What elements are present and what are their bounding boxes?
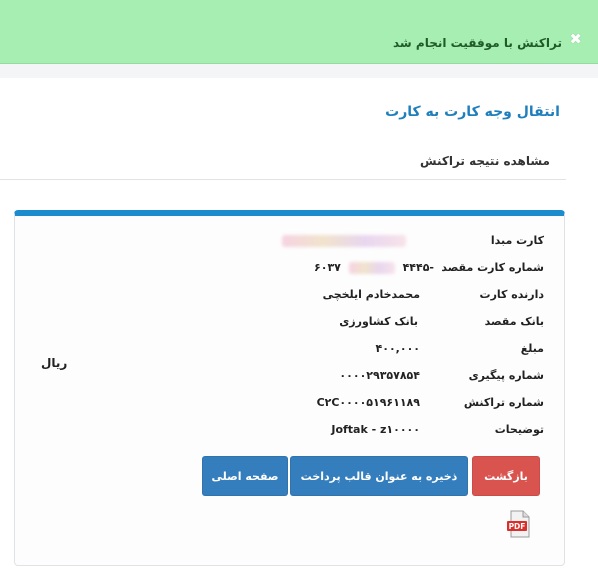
detail-label: مبلغ bbox=[520, 342, 544, 355]
save-template-button[interactable]: ذخیره به عنوان قالب پرداخت bbox=[290, 456, 468, 496]
detail-value: محمدخادم ایلخچی bbox=[322, 288, 420, 301]
detail-row-holder bbox=[24, 288, 544, 308]
detail-value: Joftak - z۱۰۰۰۰ bbox=[331, 423, 420, 436]
redacted-block bbox=[282, 235, 406, 247]
detail-label: دارنده کارت bbox=[479, 288, 544, 301]
detail-value: ۰۰۰۰۲۹۳۵۷۸۵۴ bbox=[339, 369, 420, 382]
card-number-end: -۴۴۴۵ bbox=[402, 261, 434, 274]
pdf-download-icon[interactable] bbox=[506, 510, 532, 538]
alert-message: تراکنش با موفقیت انجام شد bbox=[393, 36, 562, 50]
section-subtitle: مشاهده نتیجه تراکنش bbox=[420, 154, 550, 168]
detail-row-bank bbox=[24, 315, 544, 335]
detail-row-description bbox=[24, 423, 544, 443]
detail-row-transaction bbox=[24, 396, 544, 416]
home-button[interactable]: صفحه اصلی bbox=[202, 456, 288, 496]
svg-text:PDF: PDF bbox=[508, 522, 526, 531]
main-panel bbox=[0, 78, 598, 580]
detail-label: شماره کارت مقصد bbox=[441, 261, 544, 274]
detail-value: ۴۰۰,۰۰۰ bbox=[375, 342, 420, 355]
detail-label: شماره پیگیری bbox=[468, 369, 544, 382]
detail-row-source-card bbox=[24, 234, 544, 254]
detail-row-tracking bbox=[24, 369, 544, 389]
detail-label: کارت مبدا bbox=[490, 234, 544, 247]
detail-row-amount bbox=[24, 342, 544, 362]
detail-label: توضیحات bbox=[494, 423, 544, 436]
close-icon[interactable]: ✖ bbox=[569, 30, 582, 48]
back-button[interactable]: بازگشت bbox=[472, 456, 540, 496]
detail-label: بانک مقصد bbox=[484, 315, 544, 328]
page-title: انتقال وجه کارت به کارت bbox=[385, 104, 560, 120]
detail-value-redacted bbox=[282, 234, 406, 247]
result-card bbox=[14, 210, 565, 566]
detail-value: بانک کشاورزی bbox=[339, 315, 418, 328]
detail-value: C۲C۰۰۰۰۵۱۹۶۱۱۸۹ bbox=[316, 396, 420, 409]
detail-value bbox=[314, 261, 434, 274]
currency-label: ریال bbox=[41, 356, 68, 370]
divider bbox=[0, 179, 566, 180]
redacted-block bbox=[349, 262, 395, 274]
detail-row-dest-card bbox=[24, 261, 544, 281]
detail-label: شماره تراکنش bbox=[463, 396, 544, 409]
success-alert bbox=[0, 0, 598, 64]
card-number-start: ۶۰۳۷ bbox=[314, 261, 341, 274]
